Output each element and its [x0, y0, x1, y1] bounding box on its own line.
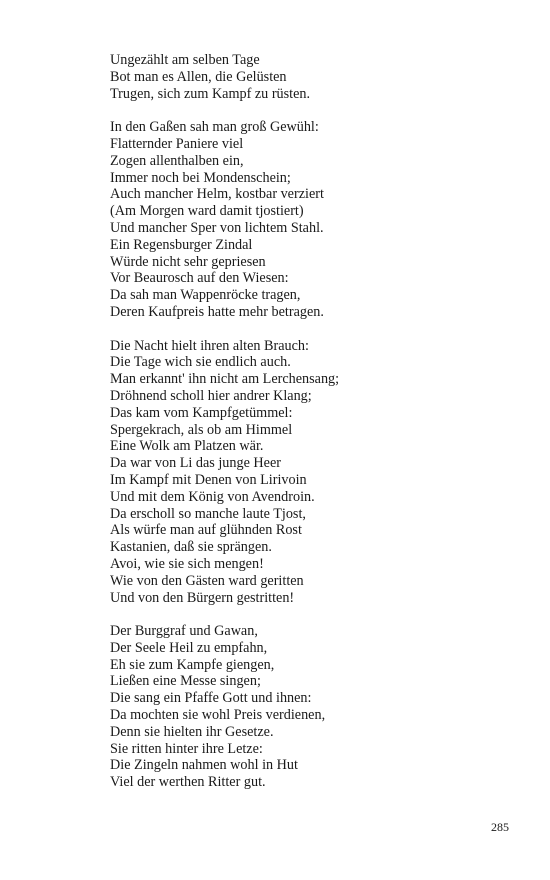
stanza [110, 119, 510, 321]
verse-line: Avoi, wie sie sich mengen! [110, 555, 264, 572]
verse-line: Das kam vom Kampfgetümmel: [110, 404, 293, 421]
verse-line: Die Zingeln nahmen wohl in Hut [110, 757, 298, 774]
verse-line: Vor Beaurosch auf den Wiesen: [110, 270, 289, 287]
verse-line: Immer noch bei Mondenschein; [110, 169, 291, 186]
verse-line: Zogen allenthalben ein, [110, 152, 244, 169]
verse-line: Eh sie zum Kampfe giengen, [110, 656, 275, 673]
verse-line: Denn sie hielten ihr Gesetze. [110, 723, 274, 740]
page-number: 285 [491, 820, 509, 834]
stanza [110, 52, 510, 102]
verse-line: Sie ritten hinter ihre Letze: [110, 740, 263, 757]
verse-line: Wie von den Gästen ward geritten [110, 572, 304, 589]
verse-line: Als würfe man auf glühnden Rost [110, 522, 302, 539]
verse-line: Eine Wolk am Platzen wär. [110, 438, 264, 455]
verse-line: Und von den Bürgern gestritten! [110, 589, 295, 606]
verse-line: Bot man es Allen, die Gelüsten [110, 68, 287, 85]
verse-line: Die Tage wich sie endlich auch. [110, 354, 291, 371]
verse-line: Spergekrach, als ob am Himmel [110, 421, 293, 438]
verse-line: In den Gaßen sah man groß Gewühl: [110, 119, 319, 136]
poem-text [110, 52, 510, 808]
verse-line: Die sang ein Pfaffe Gott und ihnen: [110, 690, 312, 707]
stanza [110, 623, 510, 791]
verse-line: Viel der werthen Ritter gut. [110, 774, 266, 791]
verse-line: Man erkannt' ihn nicht am Lerchensang; [110, 371, 340, 388]
verse-line: Flatternder Paniere viel [110, 135, 244, 152]
verse-line: Ungezählt am selben Tage [110, 52, 260, 68]
verse-line: Im Kampf mit Denen von Lirivoin [110, 471, 307, 488]
verse-line: Die Nacht hielt ihren alten Brauch: [110, 337, 309, 354]
verse-line: Kastanien, daß sie sprängen. [110, 539, 272, 556]
verse-line: Da erscholl so manche laute Tjost, [110, 505, 306, 522]
verse-line: Und mit dem König von Avendroin. [110, 488, 315, 505]
verse-line: Da war von Li das junge Heer [110, 455, 281, 472]
verse-line: Der Seele Heil zu empfahn, [110, 639, 268, 656]
verse-line: Dröhnend scholl hier andrer Klang; [110, 387, 312, 404]
verse-line: Und mancher Sper von lichtem Stahl. [110, 219, 324, 236]
verse-line: Da mochten sie wohl Preis verdienen, [110, 707, 326, 724]
verse-line: Trugen, sich zum Kampf zu rüsten. [110, 85, 311, 102]
verse-line: Würde nicht sehr gepriesen [110, 253, 266, 270]
verse-line: Deren Kaufpreis hatte mehr betragen. [110, 303, 324, 320]
verse-line: (Am Morgen ward damit tjostiert) [110, 203, 304, 220]
verse-line: Der Burggraf und Gawan, [110, 623, 258, 640]
verse-line: Ein Regensburger Zindal [110, 236, 253, 253]
verse-line: Auch mancher Helm, kostbar verziert [110, 186, 324, 203]
verse-line: Ließen eine Messe singen; [110, 673, 261, 690]
verse-line: Da sah man Wappenröcke tragen, [110, 287, 301, 304]
stanza [110, 338, 510, 607]
